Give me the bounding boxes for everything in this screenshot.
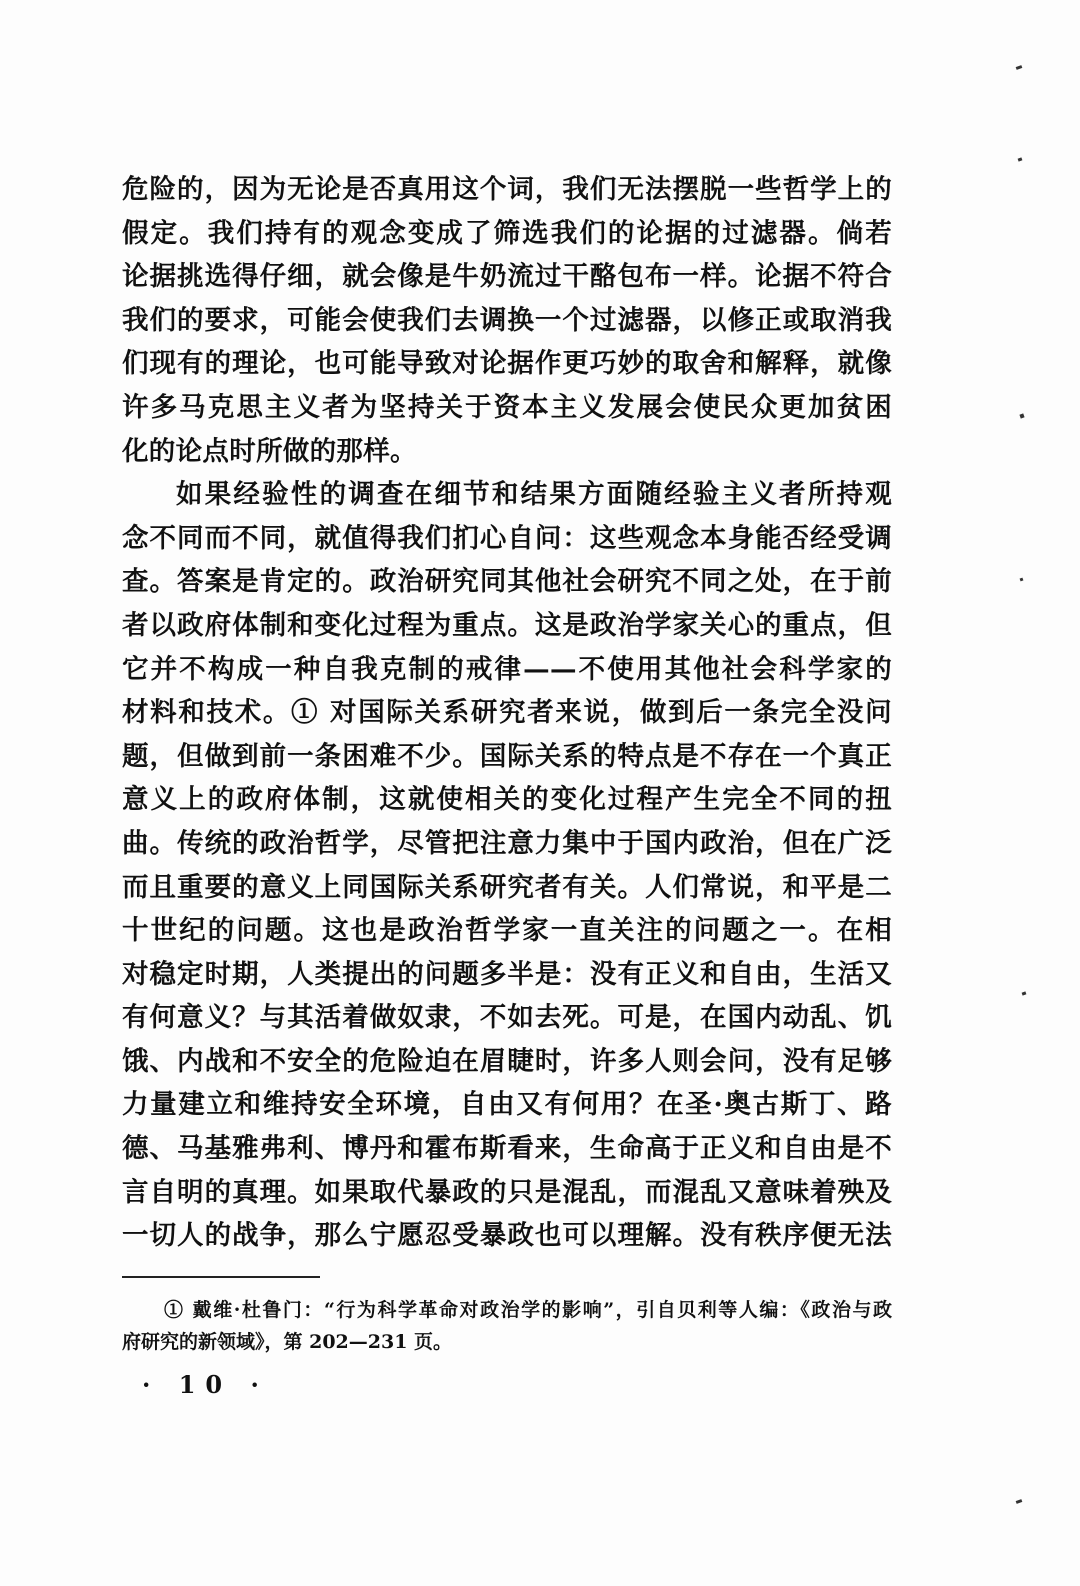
body-line: 念不同而不同，就值得我们扪心自问：这些观念本身能否经受调: [122, 522, 892, 554]
body-line: 查。答案是肯定的。政治研究同其他社会研究不同之处，在于前: [122, 566, 892, 598]
paragraph-start-line: 如果经验性的调查在细节和结果方面随经验主义者所持观: [176, 479, 892, 511]
body-text: [122, 168, 892, 1258]
body-line: 十世纪的问题。这也是政治哲学家一直关注的问题之一。在相: [122, 915, 892, 947]
body-line: 饿、内战和不安全的危险迫在眉睫时，许多人则会问，没有足够: [122, 1045, 892, 1077]
footnote-line: ① 戴维·杜鲁门：“行为科学革命对政治学的影响”，引自贝利等人编：《政治与政: [164, 1299, 892, 1321]
footnote-divider: [122, 1276, 320, 1278]
body-line: 们现有的理论，也可能导致对论据作更巧妙的取舍和解释，就像: [122, 348, 892, 380]
body-line: 对稳定时期，人类提出的问题多半是：没有正义和自由，生活又: [122, 958, 892, 990]
scan-speck: [1016, 65, 1023, 70]
body-line: 曲。传统的政治哲学，尽管把注意力集中于国内政治，但在广泛: [122, 827, 892, 859]
scan-speck: [1016, 1499, 1023, 1504]
footnote-line: 府研究的新领域》，第 202—231 页。: [122, 1331, 453, 1353]
body-line: 力量建立和维持安全环境，自由又有何用？在圣·奥古斯丁、路: [122, 1089, 892, 1121]
body-line: 危险的，因为无论是否真用这个词，我们无法摆脱一些哲学上的: [122, 174, 892, 205]
body-line: 有何意义？与其活着做奴隶，不如去死。可是，在国内动乱、饥: [122, 1002, 892, 1034]
body-line: 材料和技术。① 对国际关系研究者来说，做到后一条完全没问: [122, 697, 892, 729]
body-line: 者以政府体制和变化过程为重点。这是政治学家关心的重点，但: [122, 609, 892, 641]
footnote: [122, 1294, 892, 1358]
body-line: 而且重要的意义上同国际关系研究者有关。人们常说，和平是二: [122, 871, 892, 903]
body-line: 题，但做到前一条困难不少。国际关系的特点是不存在一个真正: [122, 740, 892, 772]
body-line: 许多马克思主义者为坚持关于资本主义发展会使民众更加贫困: [122, 391, 892, 423]
body-line: 一切人的战争，那么宁愿忍受暴政也可以理解。没有秩序便无法: [122, 1220, 892, 1252]
scan-speck: [1022, 991, 1027, 995]
body-line: 假定。我们持有的观念变成了筛选我们的论据的过滤器。倘若: [122, 217, 892, 249]
body-line: 德、马基雅弗利、博丹和霍布斯看来，生命高于正义和自由是不: [122, 1133, 892, 1165]
scan-speck: [1019, 413, 1024, 418]
body-line: 言自明的真理。如果取代暴政的只是混乱，而混乱又意味着殃及: [122, 1176, 892, 1208]
body-line: 论据挑选得仔细，就会像是牛奶流过干酪包布一样。论据不符合: [122, 261, 892, 293]
scan-speck: [1020, 578, 1024, 582]
page-number: · 10 ·: [142, 1370, 269, 1399]
body-line: 我们的要求，可能会使我们去调换一个过滤器，以修正或取消我: [122, 304, 892, 336]
body-line: 它并不构成一种自我克制的戒律——不使用其他社会科学家的: [122, 653, 892, 685]
body-line: 意义上的政府体制，这就使相关的变化过程产生完全不同的扭: [122, 784, 892, 816]
body-line: 化的论点时所做的那样。: [122, 435, 417, 467]
scan-speck: [1018, 157, 1023, 161]
